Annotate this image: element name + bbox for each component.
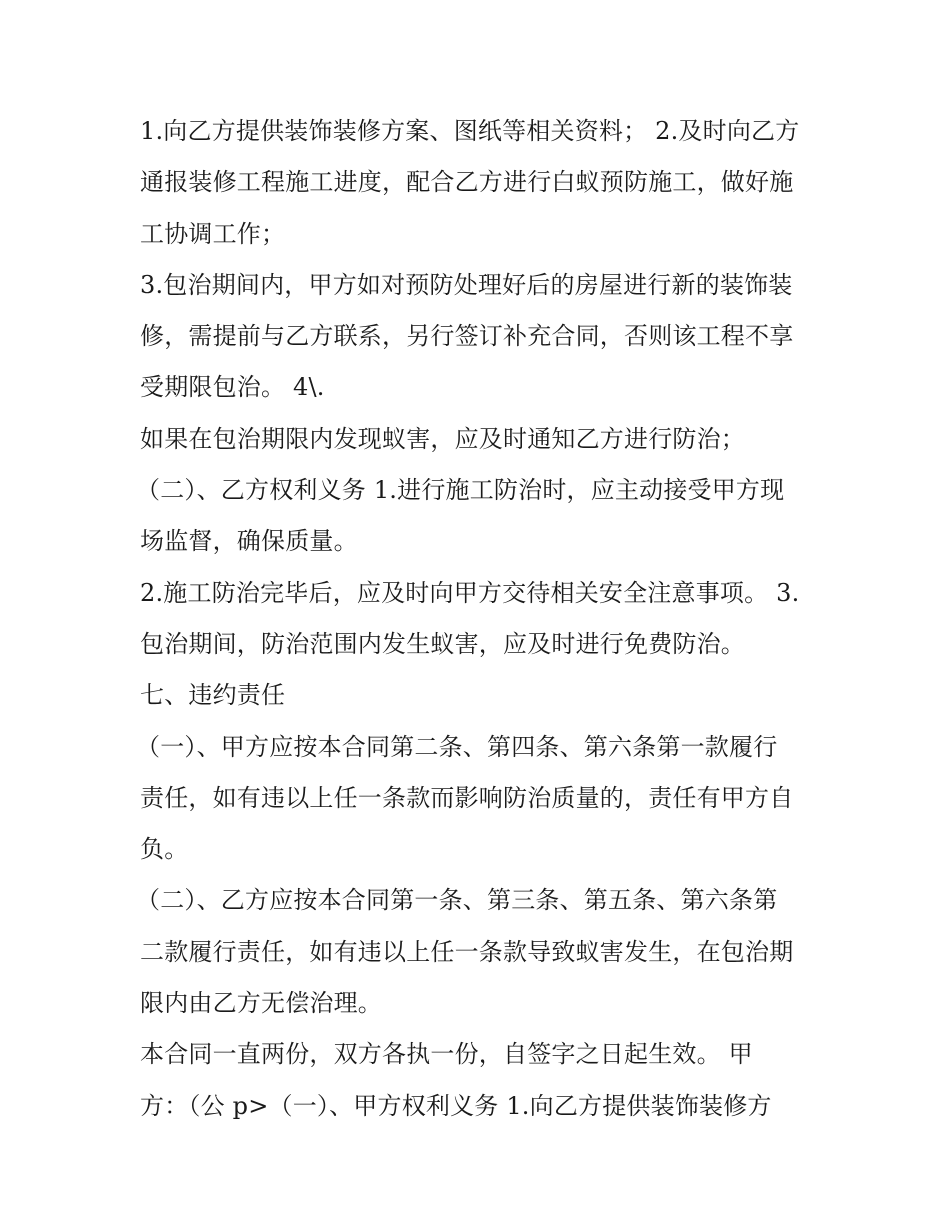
section-heading: 七、违约责任 xyxy=(140,681,286,710)
text-line: 1.向乙方提供装饰装修方案、图纸等相关资料； 2.及时向乙方 xyxy=(140,117,800,145)
text-line: 方：（公 p>（一）、甲方权利义务 1.向乙方提供装饰装修方 xyxy=(140,1091,772,1120)
text-line: 修，需提前与乙方联系，另行签订补充合同，否则该工程不享 xyxy=(140,322,794,351)
text-line: 如果在包治期限内发现蚁害，应及时通知乙方进行防治； xyxy=(140,424,745,453)
text-line: 2.施工防治完毕后，应及时向甲方交待相关安全注意事项。 3. xyxy=(140,578,800,607)
text-line: 包治期间，防治范围内发生蚁害，应及时进行免费防治。 xyxy=(140,629,745,658)
text-line: 限内由乙方无偿治理。 xyxy=(140,989,382,1018)
text-line: 本合同一直两份，双方各执一份，自签字之日起生效。 甲 xyxy=(140,1040,753,1069)
text-line: 通报装修工程施工进度，配合乙方进行白蚁预防施工，做好施 xyxy=(140,168,794,197)
text-line: （二）、乙方应按本合同第一条、第三条、第五条、第六条第 xyxy=(136,886,778,915)
text-line: （二）、乙方权利义务 1.进行施工防治时，应主动接受甲方现 xyxy=(136,476,785,505)
text-line: 责任，如有违以上任一条款而影响防治质量的，责任有甲方自 xyxy=(140,783,794,812)
text-line: 工协调工作； xyxy=(140,219,286,248)
text-line: 受期限包治。 4\. xyxy=(140,373,325,402)
text-line: 场监督，确保质量。 xyxy=(140,527,358,556)
text-line: （一）、甲方应按本合同第二条、第四条、第六条第一款履行 xyxy=(136,732,778,761)
text-line: 二款履行责任，如有违以上任一条款导致蚁害发生，在包治期 xyxy=(140,937,794,966)
text-line: 负。 xyxy=(140,835,189,864)
document-body xyxy=(136,106,820,1132)
text-line: 3.包治期间内，甲方如对预防处理好后的房屋进行新的装饰装 xyxy=(140,270,793,299)
